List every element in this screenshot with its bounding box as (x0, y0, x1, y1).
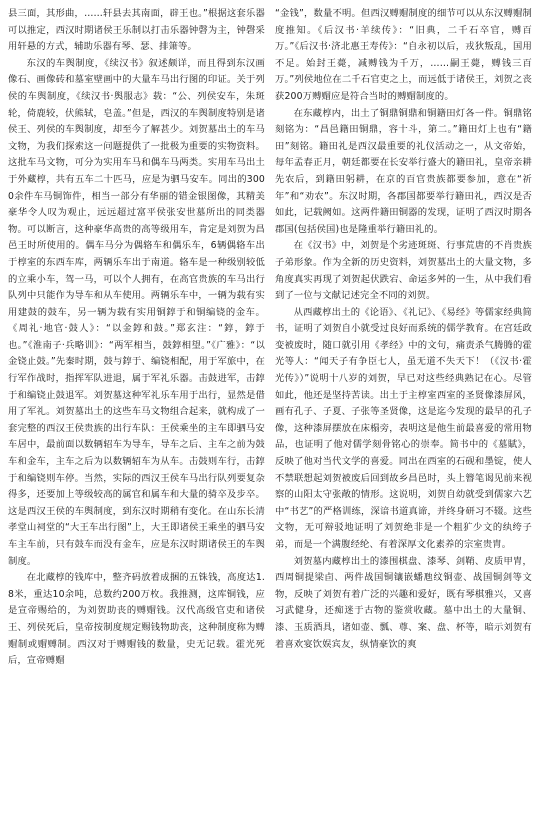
paragraph: 刘贺墓内藏椁出土的漆围棋盘、漆琴、剑鞘、皮质甲胄，西周铜提梁卣、两件战国铜镶嵌蟠虺纹铜壶、战国铜剑等文物，反映了刘贺有着广泛的兴趣和爱好，既有琴棋雅兴，又喜习武健身，还痴迷于古物的鉴赏收藏。墓中出土的大量铜、漆、玉质酒具，诸如壶、瓢、尊、案、盘、杯等，暗示刘贺有着喜欢宴饮娱宾友，纵情豪饮的爽 (275, 555, 532, 650)
paragraph: 在东藏椁内，出土了铜鼎铜鼎和铜籍田灯各一件。铜鼎铭刻铭为：“昌邑籍田铜鼎，容十斗，第二。”籍田灯上也有“籍田”刻铭。籍田礼是西汉最重要的礼仪活动之一，从文帝始，每年孟春正月，朝廷都要在长安举行盛大的籍田礼，皇帝亲耕先农后，到籍田躬耕，在京的百官贵族都要参加，意在“祈年”和“劝农”。东汉时期，各郡国都要举行籍田礼，西汉是否如此，记载阙如。这两件籍田铜器的发现，证明了西汉时期各郡国(包括侯国)也是隆重举行籍田礼的。 (275, 107, 532, 235)
paragraph: 东汉的车舆制度，《续汉书》叙述颇详，而且得到东汉画像石、画像砖和墓室壁画中的大量车马出行图的印证。关于列侯的车舆制度，《续汉书·舆服志》载：“公、列侯安车，朱斑轮，倚鹿较，伏熊轼，皂盖。”但是，西汉的车舆制度特别是诸侯王、列侯的车舆制度，却至今了解甚少。刘贺墓出土的车马文物，为我们探索这一问题提供了一批极为重要的实物资料。这批车马文物，可分为实用车马和偶车马两类。实用车马出土于外藏椁，共有五车二十匹马，应是为驷马安车。同出的3000余件车马铜饰件，相当一部分有华丽的错金银图像，其精美豪华令人叹为观止，远远超过富平侯张安世墓所出的同类器物。可以断言，这种豪华高贵的高等级用车，肯定是刘贺为昌邑王时所使用的。偶车马分为偶辂车和偶乐车，6辆偶辂车出于椁室的东西车库，两辆乐车出于南道。辂车是一种级别较低的立乘小车，驾一马，可以个人拥有，在高官贵族的车马出行队列中只能作为导车和从车使用。两辆乐车中，一辆为载有实用建鼓的鼓车，另一辆为载有实用铜錞于和铜编铙的金车。《周礼·地官·鼓人》：“以金錞和鼓。”郑玄注：“錞，錞于也。”《淮南子·兵略训》：“两军相当，鼓錞相望。”《广雅》：“以金铙止鼓。”先秦时期，鼓与錞于、编铙相配，用于军旅中，在行军作战时，指挥军队进退，属于军礼乐器。击鼓进军，击錞于和编铙止鼓退军。刘贺墓这种军礼乐车用于出行，显然是借用了军礼。刘贺墓出土的这些车马文物组合起来，就构成了一套完整的西汉王侯贵族的出行车队：王侯乘坐的主车即驷马安车居中，最前面以数辆轺车为导车，导车之后、主车之前为鼓车和金车，主车之后为以数辆轺车为从车。击鼓则车行，击錞于和编铙则车停。当然，实际的西汉王侯车马出行队列要复杂得多，还要加上等级较高的属官和属车和大量的骑卒及步卒。这是西汉王侯的车舆制度，到东汉时期稍有变化。在山东长清孝堂山祠堂的“大王车出行图”上，大王即诸侯王乘坐的驷马安车主车前，只有鼓车而没有金车，应是东汉时期诸侯王的车舆制度。 (8, 57, 265, 567)
paragraph: 从西藏椁出土的《论语》、《礼记》、《易经》等儒家经典简书，证明了刘贺自小就受过良好而系统的儒学教育。在宫廷政变被废时，随口就引用《孝经》中的文句，痛责杀气腾腾的霍光等人：“闻天子有争臣七人，虽无道不失天下！（《汉书·霍光传》）”说明十八岁的刘贺，早已对这些经典熟记在心。尽管如此，他还是坚持苦读。出土于主椁室西室的圣贤像漆屏风，画有孔子、子夏、子张等圣贤像，这是迄今发现的最早的孔子像，这种漆屏摆放在床榻旁，表明这是他生前最喜爱的常用物品，也证明了他对儒学刻骨铭心的崇奉。简书中的《墓賦》，反映了他对当代文学的喜爱。同出在西室的石砚和墨锭，使人不禁联想起刘贺被废后回到故乡昌邑时，头上簪笔谒见前来视察的山阳太守张敞的情形。这说明，刘贺自幼就受到儒家六艺中“书艺”的严格训练，深谙书道真谛，并终身研习不辍。这些文物，无可辩驳地证明了刘贺绝非是一个粗犷少文的纨绔子弟，而是一个满腹经纶、有着深厚文化素养的宗室贵胄。 (275, 306, 532, 550)
paragraph: 在《汉书》中，刘贺是个劣迹斑斑、行事荒唐的不肖贵族子弟形象。作为全新的历史资料，刘贺墓出土的大量文物，多角度真实再现了刘贺起伏跌宕、命运多舛的一生，从中我们看到了一位与文献记述完全不同的刘贺。 (275, 240, 532, 302)
right-column (275, 6, 532, 823)
paragraph: 县三面，其形曲，……轩县去其南面，辟王也。”根据这套乐器可以推定，西汉时期诸侯王乐制以打击乐器钟磬为主，钟磬采用轩悬的方式，辅助乐器有琴、瑟、排箫等。 (8, 8, 265, 53)
paragraph: “金钱”，数量不明。但西汉赙赗制度的细节可以从东汉赙赗制度推知。《后汉书·羊续传》：“旧典，二千石卒官，赙百万。”《后汉书·济北惠王寿传》：“自永初以后，戎狄叛乱，国用不足。始封王薨，减赙钱为千万，……嗣王薨，赙钱三百万。”列侯地位在二千石官吏之上，而远低于诸侯王，刘贺之丧获200万赙赗应是符合当时的赙赗制度的。 (275, 8, 532, 102)
left-column (8, 6, 265, 823)
paragraph: 在北藏椁的钱库中，整齐码放着成捆的五铢钱，高度达1.8米，重达10余吨，总数约200万枚。我推测，这库铜钱，应是宣帝赐给的，为刘贺助丧的赙赗钱。汉代高级官吏和诸侯王、列侯死后，皇帝按制度规定赐钱物助丧，这种制度称为赙赗制或赗赙制。西汉对于赙赗钱的数量，史无记载。霍光死后，宣帝赙赗 (8, 572, 265, 667)
